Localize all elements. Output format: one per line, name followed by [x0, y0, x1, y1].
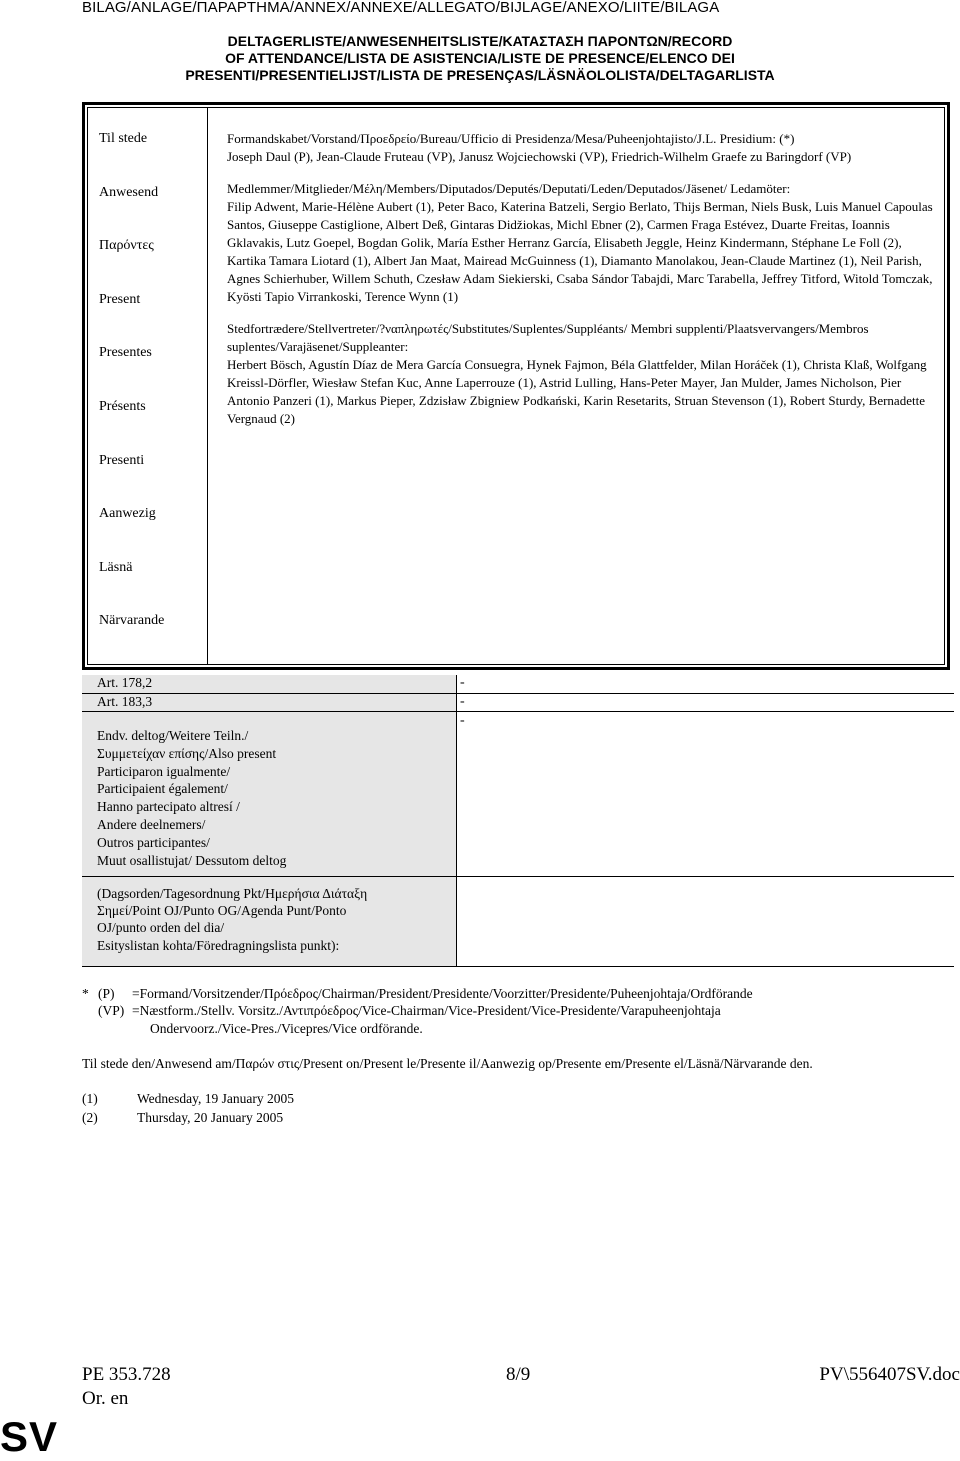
also-present-value: - [460, 713, 465, 728]
also-present-line: Participaient également/ [97, 781, 228, 797]
presence-date-line: Til stede den/Anwesend am/Παρών στις/Present on/Present le/Presente il/Aanwezig op/Presente em/Presente el/Läsnä/Närvarande den. [82, 1056, 813, 1071]
substitutes-heading: Stedfortrædere/Stellvertreter/?ναπληρωτές/Substitutes/Suplentes/Suppléants/ Membri supplenti/Plaatsvervangers/Membros suplentes/Varajäsenet/Suppleanter: [227, 321, 869, 354]
document-reference: PE 353.728 [82, 1364, 171, 1385]
articles-table [82, 675, 954, 967]
footnote [82, 1110, 283, 1126]
also-present-line: Outros participantes/ [97, 834, 210, 850]
document-title [82, 33, 878, 84]
legend-p-abbr: (P) [98, 986, 115, 1001]
language-code: SV [0, 1413, 59, 1460]
table-divider [82, 693, 954, 694]
title-line: DELTAGERLISTE/ANWESENHEITSLISTE/ΚΑΤΑΣΤΑΣΗ ΠΑΡΟΝΤΩΝ/RECORD [227, 33, 733, 49]
legend-p-text: =Formand/Vorsitzender/Πρόεδρος/Chairman/President/Presidente/Voorzitter/Presidente/Puheenjohtaja/Ordförande [132, 986, 753, 1001]
legend-vp-abbr: (VP) [98, 1003, 125, 1019]
present-label: Présents [99, 398, 146, 414]
also-present-line: Συμμετείχαν επίσης/Also present [97, 745, 277, 761]
agenda-line: OJ/punto orden del dia/ [97, 920, 225, 936]
also-present-line: Hanno partecipato altresí / [97, 799, 240, 815]
present-label: Παρόντες [99, 238, 154, 254]
agenda-item-label [97, 885, 367, 954]
present-label: Aanwezig [99, 506, 156, 522]
title-line: OF ATTENDANCE/LISTA DE ASISTENCIA/LISTE DE PRESENCE/ELENCO DEI [225, 50, 735, 66]
attendance-content [227, 130, 939, 428]
substitutes-names: Herbert Bösch, Agustín Díaz de Mera García Consuegra, Hynek Fajmon, Béla Glattfelder, Milan Horáček (1), Christa Klaß, Wolfgang Kreissl-Dörfler, Wiesław Stefan Kuc, Anne Laperrouze (1), Astrid Lulling, Hans-Peter Mayer, Jan Mulder, James Nicholson, Pier Antonio Panzeri (1), Markus Pieper, Zdzisław Zbigniew Podkański, Karin Resetarits, Struan Stevenson (1), Robert Sturdy, Bernadette Vergnaud (2) [227, 357, 927, 426]
members-heading: Medlemmer/Mitglieder/Μέλη/Members/Diputados/Deputés/Deputati/Leden/Deputados/Jäsenet/ Ledamöter: [227, 181, 791, 196]
art-178-value: - [460, 675, 465, 690]
original-language: Or. en [82, 1388, 129, 1409]
present-label: Presentes [99, 345, 152, 361]
agenda-line: Σημεί/Point OJ/Punto OG/Agenda Punt/Ponto [97, 903, 347, 919]
present-label: Läsnä [99, 559, 133, 575]
bureau-heading: Formandskabet/Vorstand/Προεδρείο/Bureau/Ufficio di Presidenza/Mesa/Puheenjohtajisto/J.L. Presidium: (*) [227, 131, 795, 146]
agenda-line: (Dagsorden/Tagesordnung Pkt/Ημερήσια Διάταξη [97, 886, 368, 901]
present-label: Närvarande [99, 613, 165, 629]
bureau-names: Joseph Daul (P), Jean-Claude Fruteau (VP), Janusz Wojciechowski (VP), Friedrich-Wilhelm Graefe zu Baringdorf (VP) [227, 149, 852, 164]
table-divider [82, 876, 954, 877]
agenda-line: Esityslistan kohta/Föredragningslista punkt): [97, 937, 340, 953]
present-label: Anwesend [99, 184, 159, 200]
footnote-number: (2) [82, 1110, 98, 1125]
also-present-line: Muut osallistujat/ Dessutom deltog [97, 852, 287, 868]
present-label: Presenti [99, 452, 145, 468]
file-name: PV\556407SV.doc [819, 1364, 960, 1385]
present-label: Present [99, 291, 141, 307]
role-legend [82, 985, 753, 1037]
present-labels-column [99, 131, 199, 667]
page-number: 8/9 [506, 1364, 531, 1385]
footnote-date: Wednesday, 19 January 2005 [137, 1091, 294, 1106]
footnote-date: Thursday, 20 January 2005 [137, 1110, 284, 1125]
footnote [82, 1091, 294, 1107]
also-present-line: Andere deelnemers/ [97, 816, 206, 832]
table-divider [82, 711, 954, 712]
present-label: Til stede [99, 131, 148, 146]
title-line: PRESENTI/PRESENTIELIJST/LISTA DE PRESENÇAS/LÄSNÄOLOLISTA/DELTAGARLISTA [185, 67, 775, 83]
annex-label: BILAG/ANLAGE/ΠΑΡΑΡΤΗΜΑ/ANNEX/ANNEXE/ALLEGATO/BIJLAGE/ANEXO/LIITE/BILAGA [82, 0, 720, 16]
also-present-label [97, 727, 286, 869]
legend-marker: * [82, 986, 89, 1001]
also-present-line: Participaron igualmente/ [97, 763, 231, 779]
attendance-content-column [207, 108, 948, 664]
footnote-number: (1) [82, 1091, 98, 1106]
members-names: Filip Adwent, Marie-Hélène Aubert (1), Peter Baco, Katerina Batzeli, Sergio Berlato, Thijs Berman, Niels Busk, Luis Manuel Capoulas Santos, Giuseppe Castiglione, Albert Deß, Gintaras Didžiokas, Michl Ebner (2), Carmen Fraga Estévez, Duarte Freitas, Ioannis Gklavakis, Lutz Goepel, Bogdan Golik, María Esther Herranz García, Elisabeth Jeggle, Heinz Kindermann, Stéphane Le Foll (2), Kartika Tamara Liotard (1), Albert Jan Maat, Mairead McGuinness (1), Diamanto Manolakou, Jean-Claude Martinez (1), Neil Parish, Agnes Schierhuber, Willem Schuth, Czesław Adam Siekierski, Csaba Sándor Tabajdi, Marc Tarabella, Jeffrey Titford, Witold Tomczak, Kyösti Tapio Virrankoski, Terence Wynn (1) [227, 199, 933, 304]
attendance-box [82, 102, 950, 670]
art-178-label: Art. 178,2 [97, 675, 153, 690]
art-183-value: - [460, 694, 465, 709]
legend-vp-text: =Næstform./Stellv. Vorsitz./Αντιπρόεδρος/Vice-Chairman/Vice-President/Vice-Presidente/Varapuheenjohtaja [132, 1003, 721, 1019]
also-present-line: Endv. deltog/Weitere Teiln./ [97, 728, 249, 743]
legend-vp-text-cont: Ondervoorz./Vice-Pres./Vicepres/Vice ordförande. [150, 1020, 423, 1036]
art-183-label: Art. 183,3 [97, 694, 153, 709]
